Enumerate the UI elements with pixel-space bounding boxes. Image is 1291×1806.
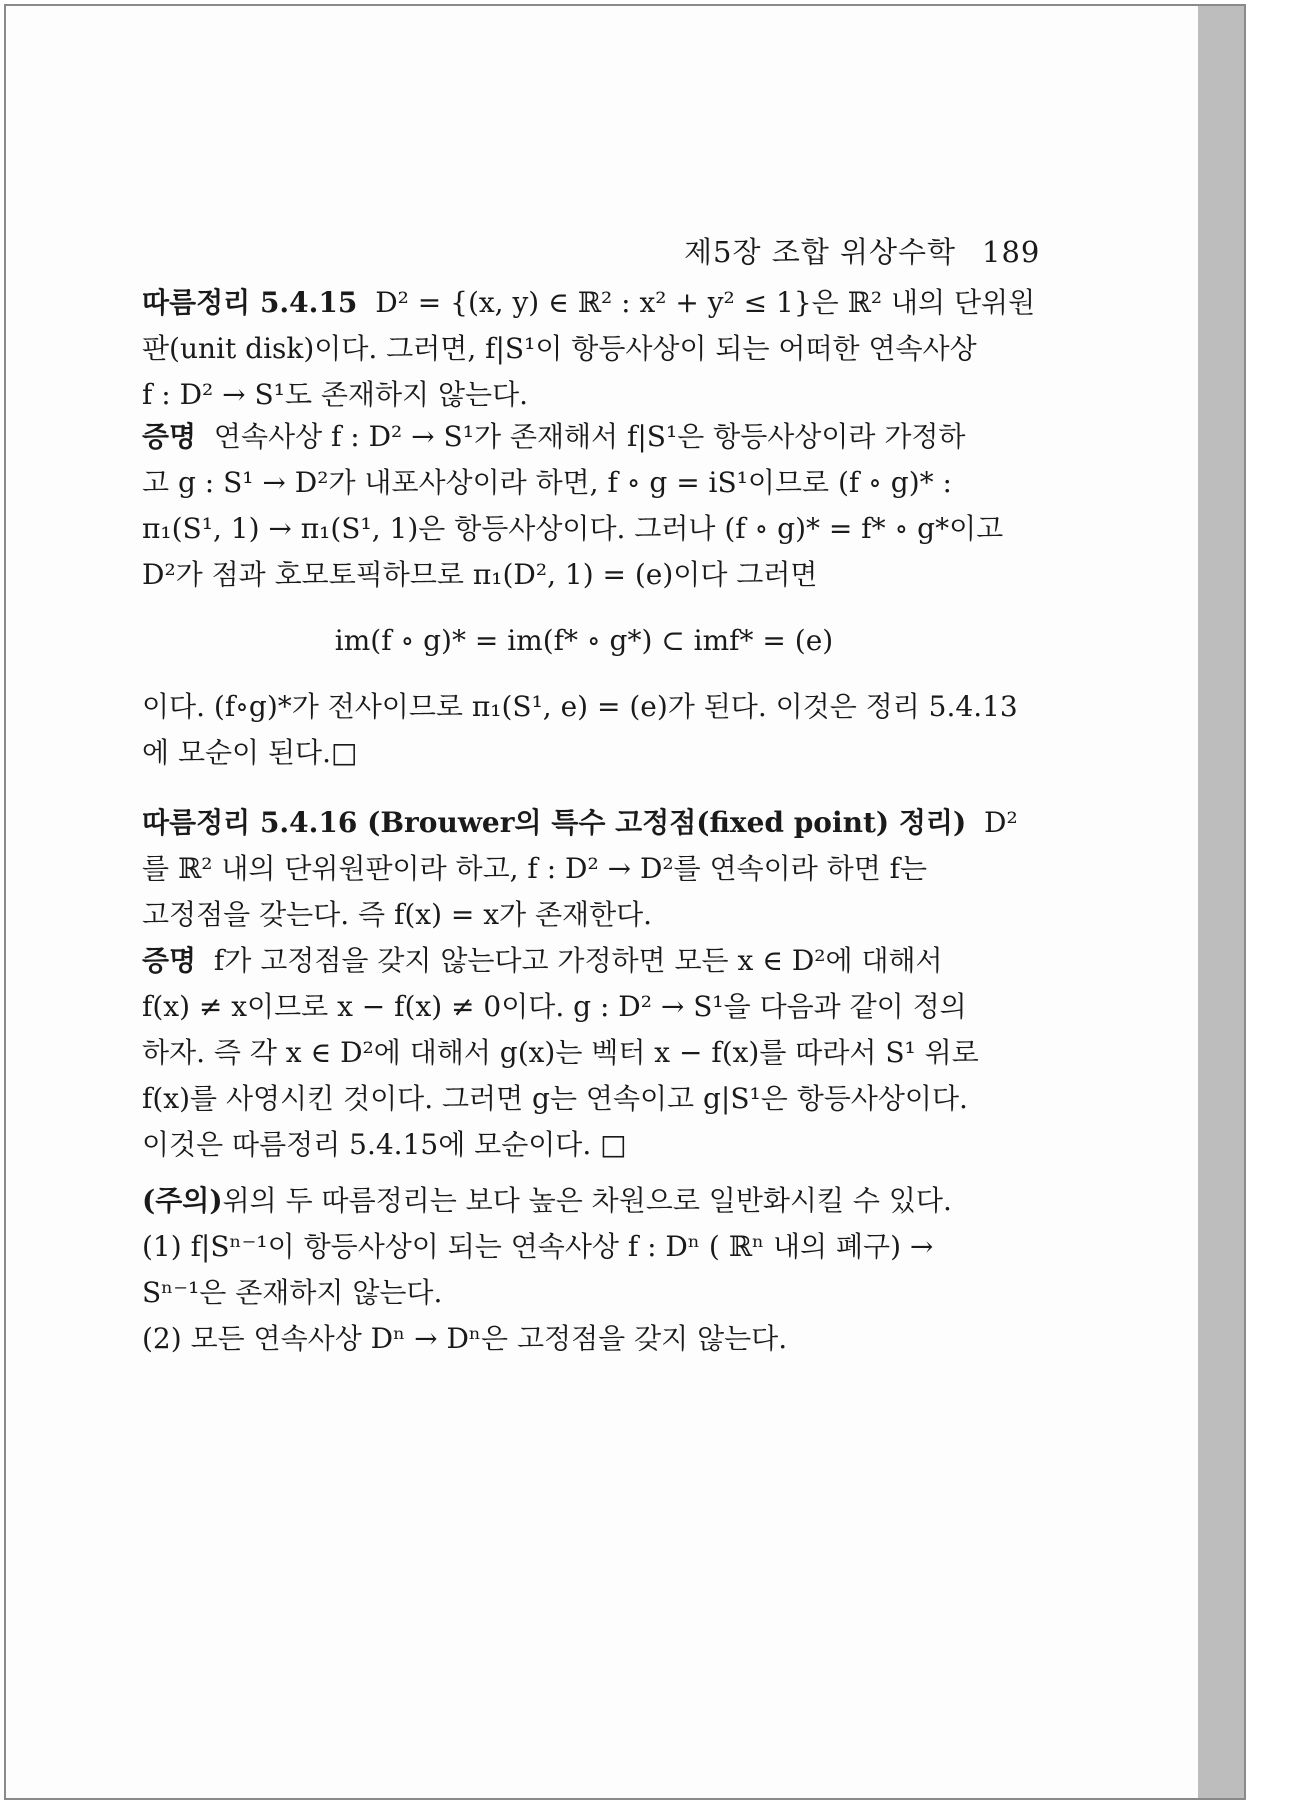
proof-label: 증명 xyxy=(142,420,197,453)
remark-label: (주의) xyxy=(142,1184,223,1217)
corollary-label: 따름정리 5.4.16 (Brouwer의 특수 고정점(fixed point) 정리) xyxy=(142,806,967,839)
text-line xyxy=(142,414,1026,460)
running-header xyxy=(684,230,1040,271)
proof-5-4-15 xyxy=(142,414,1026,776)
chapter-title: 제5장 조합 위상수학 xyxy=(684,235,956,269)
text-line: D²가 점과 호모토픽하므로 π₁(D², 1) = (e)이다 그러면 xyxy=(142,558,818,591)
text-line xyxy=(142,1178,1026,1224)
remark xyxy=(142,1178,1026,1362)
text-line: 를 ℝ² 내의 단위원판이라 하고, f : D² → D²를 연속이라 하면 f는 xyxy=(142,852,928,885)
text-line: (1) f|Sⁿ⁻¹이 항등사상이 되는 연속사상 f : Dⁿ ( ℝⁿ 내의 폐구) → xyxy=(142,1230,934,1263)
text-line: 고 g : S¹ → D²가 내포사상이라 하면, f ∘ g = iS¹이므로 (f ∘ g)* : xyxy=(142,466,952,499)
text: 위의 두 따름정리는 보다 높은 차원으로 일반화시킬 수 있다. xyxy=(222,1184,952,1217)
text: f가 고정점을 갖지 않는다고 가정하면 모든 x ∈ D²에 대해서 xyxy=(213,944,943,977)
text-line: 이것은 따름정리 5.4.15에 모순이다. □ xyxy=(142,1128,627,1161)
text-line: π₁(S¹, 1) → π₁(S¹, 1)은 항등사상이다. 그러나 (f ∘ g)* = f* ∘ g*이고 xyxy=(142,512,1004,545)
text-line: 이다. (f∘g)*가 전사이므로 π₁(S¹, e) = (e)가 된다. 이것은 정리 5.4.13 xyxy=(142,690,1018,723)
text-line xyxy=(142,800,1026,846)
equation: im(f ∘ g)* = im(f* ∘ g*) ⊂ imf* = (e) xyxy=(334,624,834,657)
proof-5-4-16 xyxy=(142,938,1026,1168)
text-line: f : D² → S¹도 존재하지 않는다. xyxy=(142,378,529,411)
text-line: 에 모순이 된다.□ xyxy=(142,736,358,769)
text: D² = {(x, y) ∈ ℝ² : x² + y² ≤ 1}은 ℝ² 내의 단위원 xyxy=(375,286,1036,319)
text-line xyxy=(142,938,1026,984)
text-line: 판(unit disk)이다. 그러면, f|S¹이 항등사상이 되는 어떠한 연속사상 xyxy=(142,332,977,365)
text-line: 하자. 즉 각 x ∈ D²에 대해서 g(x)는 벡터 x − f(x)를 따라서 S¹ 위로 xyxy=(142,1036,979,1069)
corollary-5-4-16 xyxy=(142,800,1026,938)
page-number: 189 xyxy=(982,235,1041,269)
text-line: (2) 모든 연속사상 Dⁿ → Dⁿ은 고정점을 갖지 않는다. xyxy=(142,1322,788,1355)
corollary-5-4-15 xyxy=(142,280,1036,418)
text-line: f(x)를 사영시킨 것이다. 그러면 g는 연속이고 g|S¹은 항등사상이다. xyxy=(142,1082,968,1115)
proof-label: 증명 xyxy=(142,944,197,977)
text-line xyxy=(142,280,1036,326)
text-line: 고정점을 갖는다. 즉 f(x) = x가 존재한다. xyxy=(142,898,653,931)
text-line: f(x) ≠ x이므로 x − f(x) ≠ 0이다. g : D² → S¹을 다음과 같이 정의 xyxy=(142,990,967,1023)
text: D² xyxy=(984,806,1018,839)
text: 연속사상 f : D² → S¹가 존재해서 f|S¹은 항등사상이라 가정하 xyxy=(213,420,966,453)
text-line: Sⁿ⁻¹은 존재하지 않는다. xyxy=(142,1276,443,1309)
corollary-label: 따름정리 5.4.15 xyxy=(142,286,358,319)
book-spine xyxy=(1198,4,1246,1800)
